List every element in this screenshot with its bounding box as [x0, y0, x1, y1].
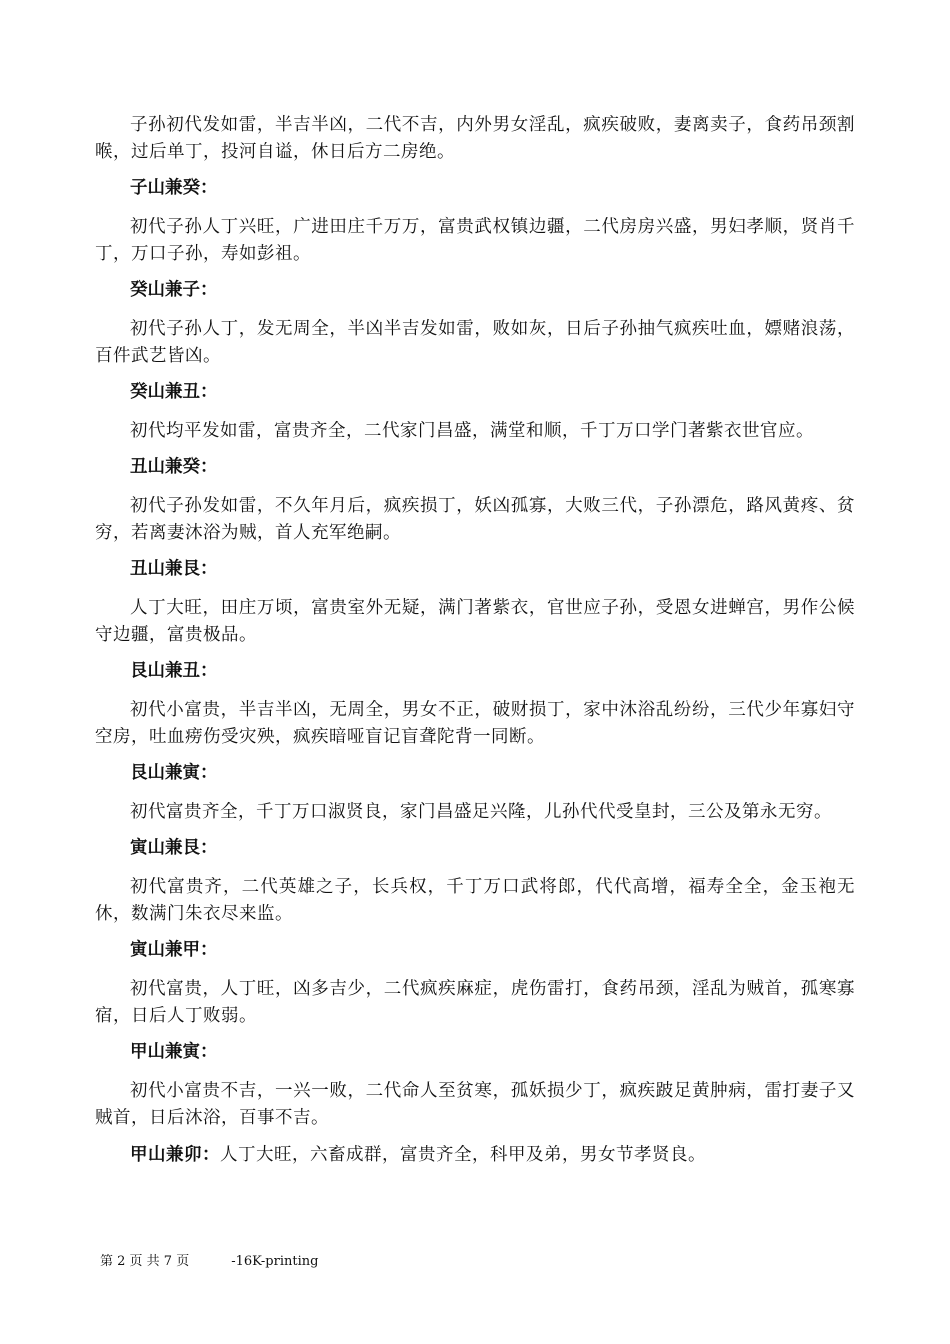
- section-inline: [95, 1142, 855, 1169]
- section-paragraph: 初代子孙发如雷，不久年月后，疯疾损丁，妖凶孤寡，大败三代，子孙漂危，路风黄疼、贫穷，若离妻沐浴为贼，首人充军绝嗣。: [95, 496, 855, 543]
- section-paragraph: 人丁大旺，田庄万顷，富贵室外无疑，满门著紫衣，官世应子孙，受恩女进蝉宫，男作公候守边疆，富贵极品。: [95, 598, 855, 645]
- section-paragraph: 初代子孙人丁，发无周全，半凶半吉发如雷，败如灰，日后子孙抽气疯疾吐血，嫖赌浪荡，百件武艺皆凶。: [95, 319, 855, 366]
- page-number: 第 2 页 共 7 页: [100, 1254, 190, 1269]
- section-paragraph: 初代子孙人丁兴旺，广进田庄千万万，富贵武权镇边疆，二代房房兴盛，男妇孝顺，贤肖千丁，万口子孙，寿如彭祖。: [95, 217, 855, 264]
- section-heading: 甲山兼寅：: [130, 1042, 218, 1062]
- section-paragraph: 初代富贵齐，二代英雄之子，长兵权，千丁万口武将郎，代代高增，福寿全全，金玉袍无休，数满门朱衣尽来监。: [95, 877, 855, 924]
- section-heading: 艮山兼寅：: [130, 763, 218, 783]
- paragraph-intro: 子孙初代发如雷，半吉半凶，二代不吉，内外男女淫乱，疯疾破败，妻离卖子，食药吊颈割喉，过后单丁，投河自谥，休日后方二房绝。: [95, 115, 855, 162]
- section-heading: 癸山兼丑：: [130, 382, 218, 402]
- section-paragraph: 初代富贵，人丁旺，凶多吉少，二代疯疾麻症，虎伤雷打，食药吊颈，淫乱为贼首，孤寒寡宿，日后人丁败弱。: [95, 979, 855, 1026]
- section-paragraph: 人丁大旺，六畜成群，富贵齐全，科甲及弟，男女节孝贤良。: [220, 1145, 706, 1165]
- section-paragraph: 初代小富贵，半吉半凶，无周全，男女不正，破财损丁，家中沐浴乱纷纷，三代少年寡妇守空房，吐血痨伤受灾殃，疯疾暗哑盲记盲聋陀背一同断。: [95, 700, 855, 747]
- section-heading: 丑山兼艮：: [130, 559, 218, 579]
- section-heading: 寅山兼甲：: [130, 940, 218, 960]
- section-heading: 寅山兼艮：: [130, 838, 218, 858]
- section-paragraph: 初代富贵齐全，千丁万口淑贤良，家门昌盛足兴隆，儿孙代代受皇封，三公及第永无穷。: [130, 802, 832, 822]
- section-heading: 甲山兼卯：: [130, 1145, 220, 1165]
- print-format: -16K-printing: [231, 1254, 319, 1269]
- section-paragraph: 初代均平发如雷，富贵齐全，二代家门昌盛，满堂和顺，千丁万口学门著紫衣世官应。: [130, 421, 814, 441]
- page-footer: [100, 1250, 318, 1269]
- section-heading: 子山兼癸：: [130, 178, 218, 198]
- section-heading: 癸山兼子：: [130, 280, 218, 300]
- section-heading: 艮山兼丑：: [130, 661, 218, 681]
- document-body: [95, 112, 855, 1169]
- section-paragraph: 初代小富贵不吉，一兴一败，二代命人至贫寒，孤妖损少丁，疯疾跛足黄肿病，雷打妻子又贼首，日后沐浴，百事不吉。: [95, 1081, 855, 1128]
- section-heading: 丑山兼癸：: [130, 457, 218, 477]
